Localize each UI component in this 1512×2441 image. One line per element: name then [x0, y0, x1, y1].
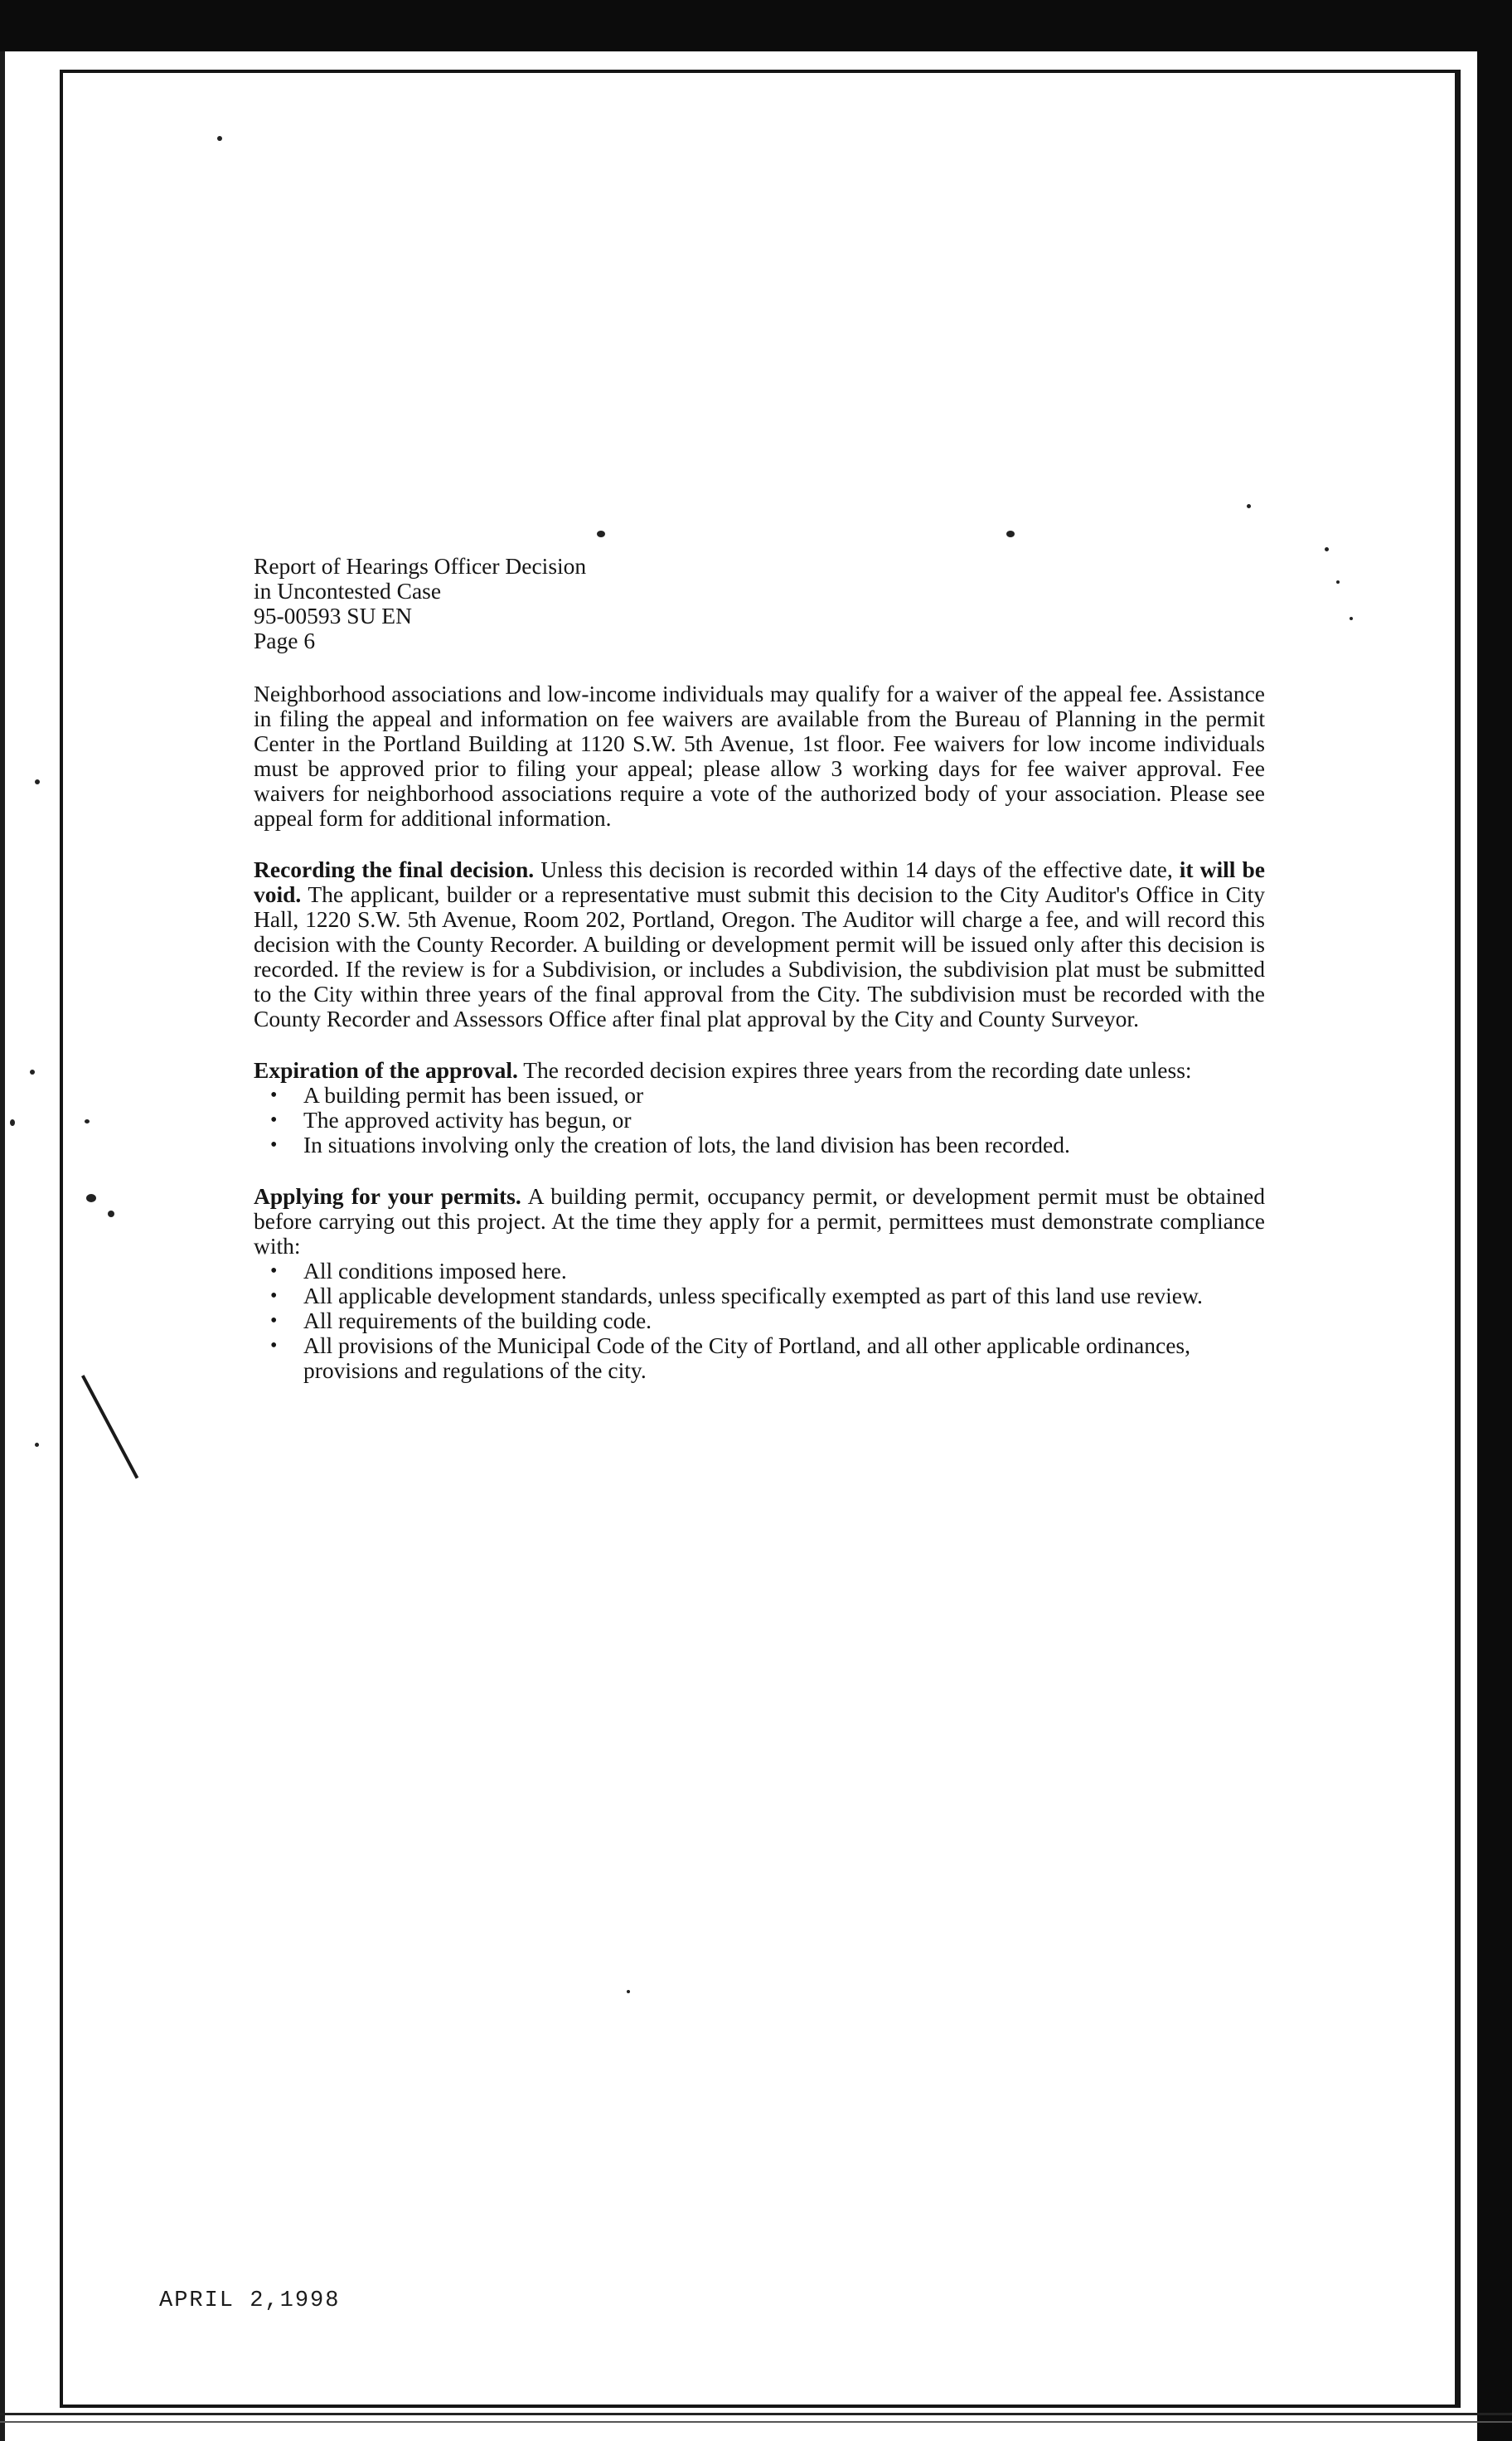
scan-border-right [1477, 0, 1512, 2441]
scan-speck [1247, 504, 1251, 508]
expiration-intro: The recorded decision expires three years from the recording date unless: [517, 1057, 1192, 1083]
scan-speck [108, 1211, 114, 1217]
fee-waiver-paragraph: Neighborhood associations and low-income individuals may qualify for a waiver of the appeal fee. Assistance in filing the appeal and information on fee waivers are available from the Bureau of Planning in the permit Center in the Portland Building at 1120 S.W. 5th Avenue, 1st floor. Fee waivers for low income individuals must be approved prior to filing your appeal; please allow 3 working days for fee waiver approval. Fee waivers for neighborhood associations require a vote of the authorized body of your association. Please see appeal form for additional information. [254, 681, 1265, 831]
document-body [254, 554, 1265, 1383]
scan-speck [30, 1070, 35, 1075]
recording-text-2: The applicant, builder or a representative must submit this decision to the City Auditor's Office in City Hall, 1220 S.W. 5th Avenue, Room 202, Portland, Oregon. The Auditor will charge a fee, and will record this decision with the County Recorder. A building or development permit will be issued only after this decision is recorded. If the review is for a Subdivision, or includes a Subdivision, the subdivision plat must be submitted to the City within three years of the final approval from the City. The subdivision must be recorded with the County Recorder and Assessors Office after final plat approval by the City and County Surveyor. [254, 881, 1265, 1031]
list-item: • All requirements of the building code. [254, 1308, 1265, 1333]
permits-list [254, 1259, 1265, 1383]
permits-paragraph [254, 1184, 1265, 1259]
list-item: • A building permit has been issued, or [254, 1083, 1265, 1108]
scan-border-top [0, 0, 1512, 51]
scan-speck [1336, 580, 1340, 584]
list-item: • All provisions of the Municipal Code of the City of Portland, and all other applicable ordinances, provisions and regulations of the city. [254, 1333, 1265, 1383]
scan-speck [1350, 617, 1353, 620]
recording-text-1: Unless this decision is recorded within 14 days of the effective date, [534, 857, 1180, 882]
list-item: • All conditions imposed here. [254, 1259, 1265, 1284]
scan-speck [35, 1443, 39, 1447]
recording-heading: Recording the final decision. [254, 857, 535, 882]
list-item: • The approved activity has begun, or [254, 1108, 1265, 1133]
scan-margin [50, 51, 1459, 66]
list-item: • In situations involving only the creation of lots, the land division has been recorded. [254, 1133, 1265, 1157]
permits-intro: A building permit, occupancy permit, or development permit must be obtained before carrying out this project. At the time they apply for a permit, permittees must demonstrate compliance with: [254, 1183, 1265, 1259]
scan-border-left [0, 51, 5, 2441]
expiration-paragraph [254, 1058, 1265, 1083]
list-item: • All applicable development standards, unless specifically exempted as part of this land use review. [254, 1284, 1265, 1308]
scan-speck [627, 1990, 630, 1993]
scan-speck [1006, 531, 1015, 537]
report-subtitle: in Uncontested Case [254, 578, 442, 604]
report-title: Report of Hearings Officer Decision [254, 553, 587, 579]
recording-paragraph [254, 857, 1265, 1031]
expiration-list [254, 1083, 1265, 1157]
scan-speck [35, 779, 40, 784]
expiration-heading: Expiration of the approval. [254, 1057, 518, 1083]
page-number: Page 6 [254, 628, 316, 653]
recording-void-warning: it will be void. [254, 857, 1265, 907]
permits-heading: Applying for your permits. [254, 1183, 521, 1209]
scan-speck [597, 531, 605, 537]
scan-speck [217, 136, 222, 141]
scan-speck [1325, 547, 1329, 551]
case-number: 95-00593 SU EN [254, 603, 412, 628]
scan-speck [10, 1119, 15, 1126]
scan-speck [85, 1119, 90, 1123]
scan-bottom-line [0, 2413, 1512, 2415]
scan-bottom-line-secondary [0, 2421, 1512, 2423]
document-header [254, 554, 1265, 653]
footer-date: APRIL 2,1998 [159, 2288, 341, 2313]
scan-speck [86, 1194, 96, 1202]
